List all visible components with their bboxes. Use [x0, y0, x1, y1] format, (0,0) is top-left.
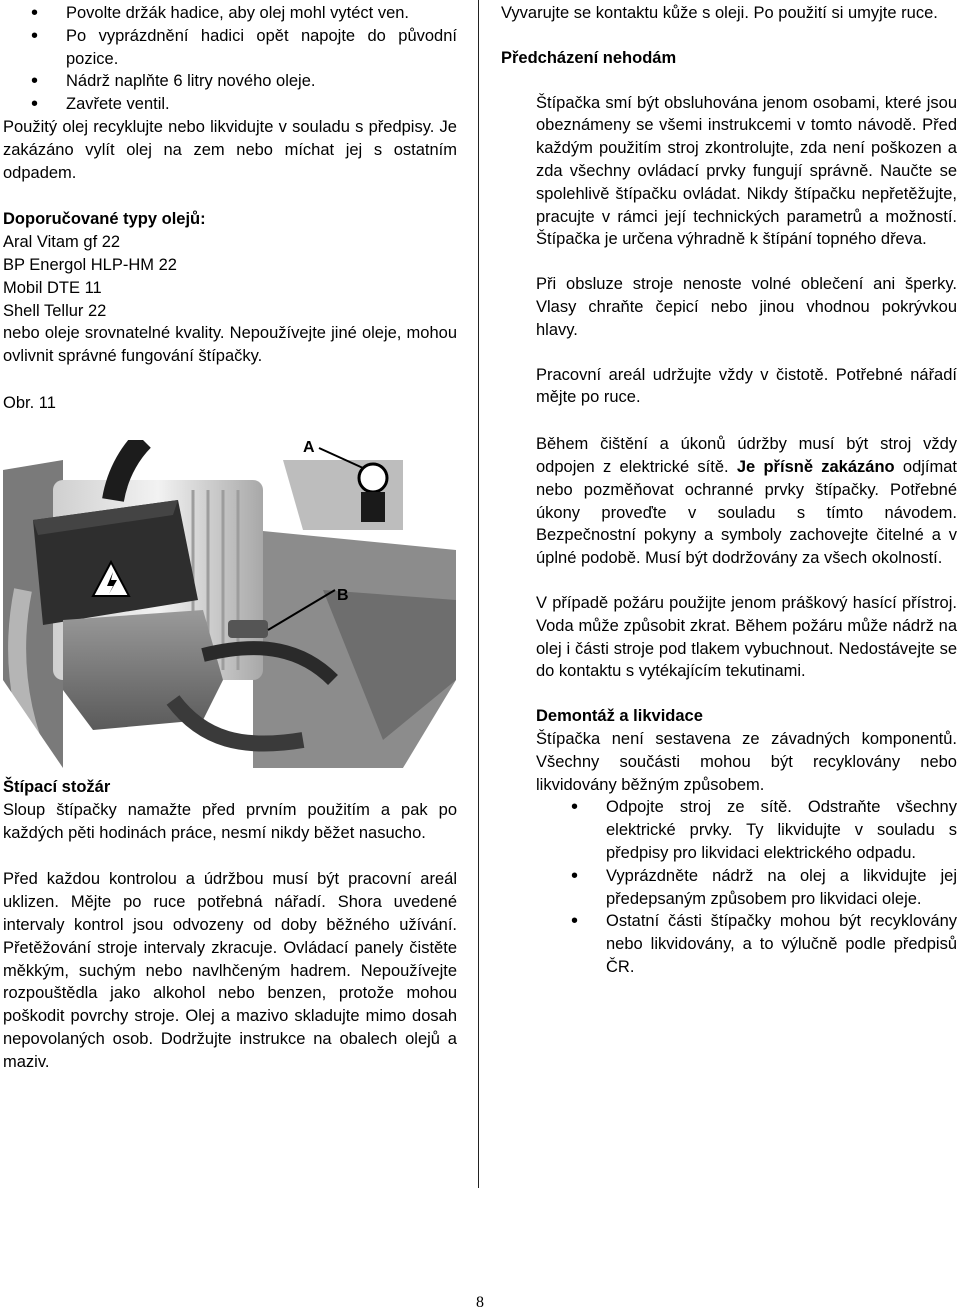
left-column [3, 0, 457, 415]
list-item: • Po vyprázdnění hadici opět napojte do původní pozice. [3, 25, 457, 71]
mast-heading: Štípací stožár [3, 778, 111, 796]
list-item: • Ostatní části štípačky mohou být recyklovány nebo likvidovány, a to výlučně podle předpisů ČR. [536, 910, 957, 978]
safety-paragraph: Štípačka smí být obsluhována jenom osobami, které jsou obeznámeny se všemi instrukcemi v tomto návodě. Před každým použitím stroj zkontrolujte, zda není poškozen a zda všechny ovládací prvky fungují správně. Naučte se spolehlivě štípačku ovládat. Nikdy štípačku nepřetěžujte, pracujte v rámci její technických parametrů a možností. Štípačka je určena výhradně k štípání topného dřeva. [536, 93, 957, 249]
figure-caption: Obr. 11 [3, 393, 56, 412]
fire-paragraph: V případě požáru použijte jenom práškový hasící přístroj. Voda může způsobit zkrat. Během požáru může nádrž na olej i části stroje pod tlakem vybuchnout. Nedostávejte se do kontaktu s vytékajícím tekutinami. [536, 593, 957, 681]
safety-paragraph [536, 433, 957, 570]
accident-prevention-heading: Předcházení nehodám [501, 48, 677, 67]
safety-paragraph: Při obsluze stroje nenoste volné oblečení ani šperky. Vlasy chraňte čepicí nebo jinou vhodnou pokrývkou hlavy. [536, 275, 957, 339]
figure-label-a: A [303, 440, 315, 456]
safety-paragraphs [536, 92, 957, 797]
oil-item: Shell Tellur 22 [3, 301, 107, 320]
figure-label-b: B [337, 587, 349, 604]
oil-item: Mobil DTE 11 [3, 278, 102, 297]
left-column-lower [3, 776, 457, 1074]
mast-paragraph: Sloup štípačky namažte před prvním použitím a pak po každých pěti hodinách práce, nesmí nikdy běžet nasucho. [3, 800, 457, 842]
right-column [501, 0, 957, 979]
disconnect-text: Během čištění a úkonů údržby musí být stroj vždy odpojen z elektrické sítě. [536, 435, 957, 476]
oils-note: nebo oleje srovnatelné kvality. Nepoužívejte jiné oleje, mohou ovlivnit správné fungování štípačky. [3, 324, 457, 366]
oil-list [3, 231, 457, 322]
list-item: • Povolte držák hadice, aby olej mohl vytéct ven. [3, 2, 457, 25]
oil-change-steps [3, 2, 457, 116]
page-number: 8 [476, 1294, 484, 1311]
protective-parts-text: odjímat nebo pozměňovat ochranné prvky štípačky. Potřebné úkony proveďte v souladu s tímto návodem. Bezpečnostní pokyny a symboly zachovejte čitelné a v úplné podobě. Musí být dodržovány za všech okolností. [536, 457, 957, 568]
used-oil-paragraph: Použitý olej recyklujte nebo likvidujte v souladu s předpisy. Je zakázáno vylít olej na zem nebo míchat jej s ostatním odpadem. [3, 117, 457, 182]
skin-contact-paragraph: Vyvarujte se kontaktu kůže s oleji. Po použití si umyjte ruce. [501, 4, 938, 22]
machine-photo-drawing [3, 440, 456, 768]
list-item: • Nádrž naplňte 6 litry nového oleje. [3, 70, 457, 93]
disposal-steps [536, 796, 957, 978]
list-item: • Vyprázdněte nádrž na olej a likvidujte jej předepsaným způsobem pro likvidaci oleje. [536, 865, 957, 911]
oil-item: BP Energol HLP-HM 22 [3, 255, 177, 274]
strictly-forbidden-text: Je přísně zakázáno [736, 457, 895, 476]
oils-heading: Doporučované typy olejů: [3, 210, 206, 229]
maintenance-paragraph: Před každou kontrolou a údržbou musí být pracovní areál uklizen. Mějte po ruce potřebná nářadí. Shora uvedené intervaly kontrol jsou odvozeny od doby běžného užívání. Přetěžování stroje intervaly zkracuje. Ovládací panely čistěte měkkým, suchým nebo navlhčeným hadrem. Nepoužívejte rozpouštědla jako alkohol nebo benzen, protože mohou poškodit povrchy stroje. Olej a mazivo skladujte mimo dosah nepovolaných osob. Dodržujte instrukce na obalech olejů a maziv. [3, 870, 457, 1071]
column-divider [478, 0, 479, 1188]
oil-item: Aral Vitam gf 22 [3, 233, 121, 252]
safety-paragraph: Pracovní areál udržujte vždy v čistotě. Potřebné nářadí mějte po ruce. [536, 365, 957, 407]
disposal-heading: Demontáž a likvidace [536, 707, 703, 726]
machine-photo [3, 440, 456, 768]
disposal-paragraph: Štípačka není sestavena ze závadných komponentů. Všechny součásti mohou být recyklovány nebo likvidovány běžným způsobem. [536, 729, 957, 794]
list-item: • Odpojte stroj ze sítě. Odstraňte všechny elektrické prvky. Ty likvidujte v souladu s předpisy pro likvidaci elektrického odpadu. [536, 796, 957, 864]
list-item: • Zavřete ventil. [3, 93, 457, 116]
